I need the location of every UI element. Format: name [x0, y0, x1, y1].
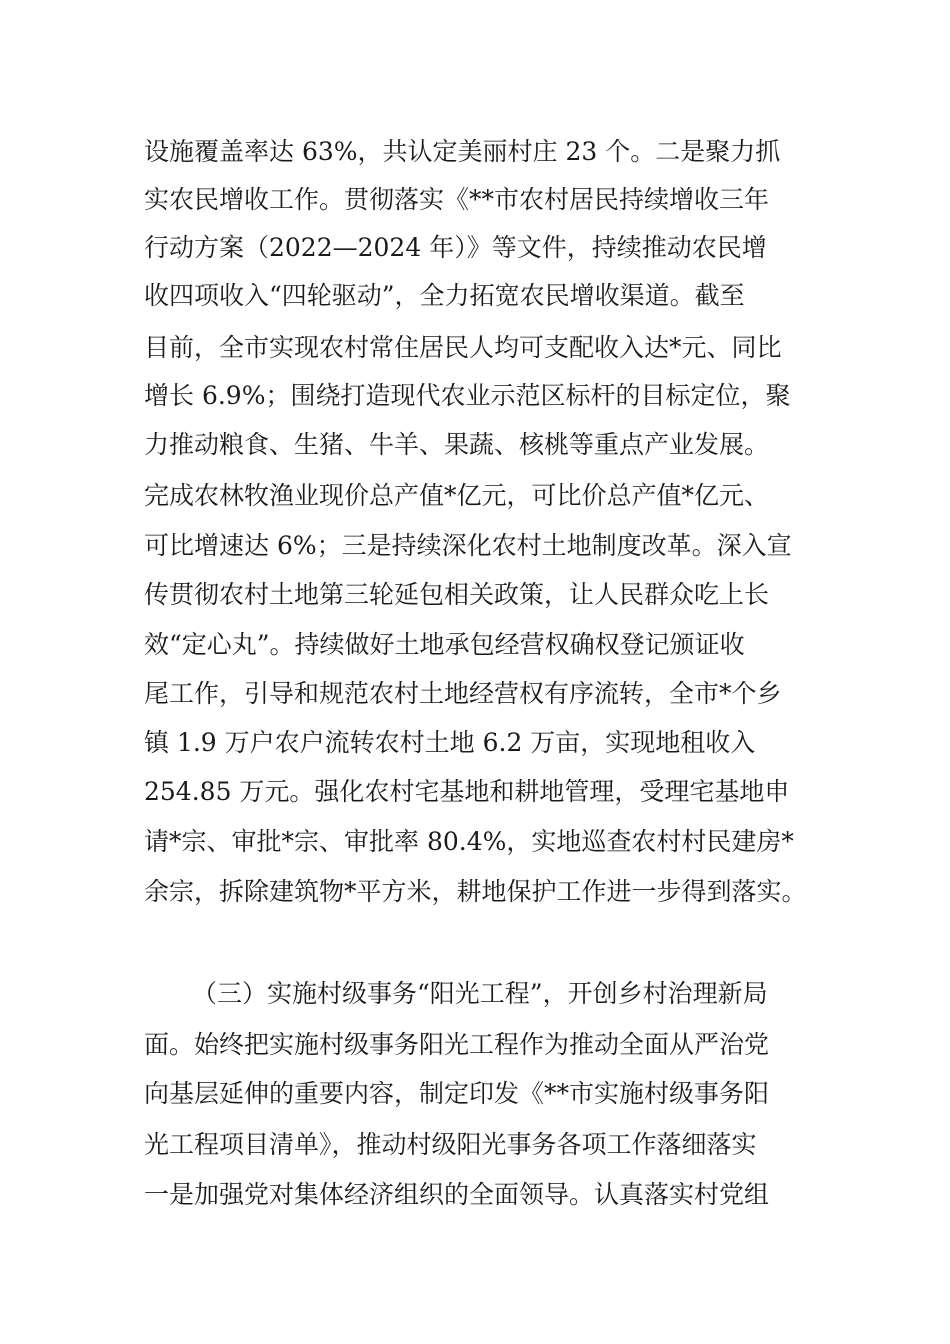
paragraph2-line: 向基层延伸的重要内容，制定印发《**市实施村级事务阳 [144, 1079, 770, 1108]
paragraph1-line: 可比增速达 6%；三是持续深化农村土地制度改革。深入宣 [144, 531, 792, 560]
paragraph1-line: 行动方案（2022—2024 年）》等文件，持续推动农民增 [144, 233, 767, 262]
paragraph1-line: 效“定心丸”。持续做好土地承包经营权确权登记颁证收 [144, 630, 745, 659]
paragraph1-line: 设施覆盖率达 63%，共认定美丽村庄 23 个。二是聚力抓 [144, 137, 781, 166]
paragraph2-line: 一是加强党对集体经济组织的全面领导。认真落实村党组 [144, 1180, 770, 1209]
paragraph1-line: 254.85 万元。强化农村宅基地和耕地管理，受理宅基地申 [144, 777, 790, 806]
paragraph1-line: 镇 1.9 万户农户流转农村土地 6.2 万亩，实现地租收入 [144, 728, 756, 757]
paragraph2-line: 面。始终把实施村级事务阳光工程作为推动全面从严治党 [144, 1030, 770, 1059]
paragraph1-line: 传贯彻农村土地第三轮延包相关政策，让人民群众吃上长 [144, 580, 770, 609]
paragraph1-line: 实农民增收工作。贯彻落实《**市农村居民持续增收三年 [144, 185, 770, 214]
paragraph1-line: 收四项收入“四轮驱动”，全力拓宽农民增收渠道。截至 [144, 281, 745, 310]
paragraph1-line: 完成农林牧渔业现价总产值*亿元，可比价总产值*亿元、 [144, 481, 770, 510]
paragraph1-line: 尾工作，引导和规范农村土地经营权有序流转，全市*个乡 [144, 679, 782, 708]
paragraph1-line: 请*宗、审批*宗、审批率 80.4%，实地巡查农村村民建房* [144, 827, 794, 856]
paragraph1-line: 力推动粮食、生猪、牛羊、果蔬、核桃等重点产业发展。 [144, 430, 770, 459]
paragraph1-line: 余宗，拆除建筑物*平方米，耕地保护工作进一步得到落实。 [144, 877, 807, 906]
paragraph2-line: 光工程项目清单》，推动村级阳光事务各项工作落细落实 [144, 1130, 757, 1159]
paragraph1-line: 目前，全市实现农村常住居民人均可支配收入达*元、同比 [144, 333, 782, 362]
section-heading-line: （三）实施村级事务“阳光工程”，开创乡村治理新局 [192, 979, 768, 1008]
paragraph1-line: 增长 6.9%；围绕打造现代农业示范区标杆的目标定位，聚 [144, 381, 791, 410]
